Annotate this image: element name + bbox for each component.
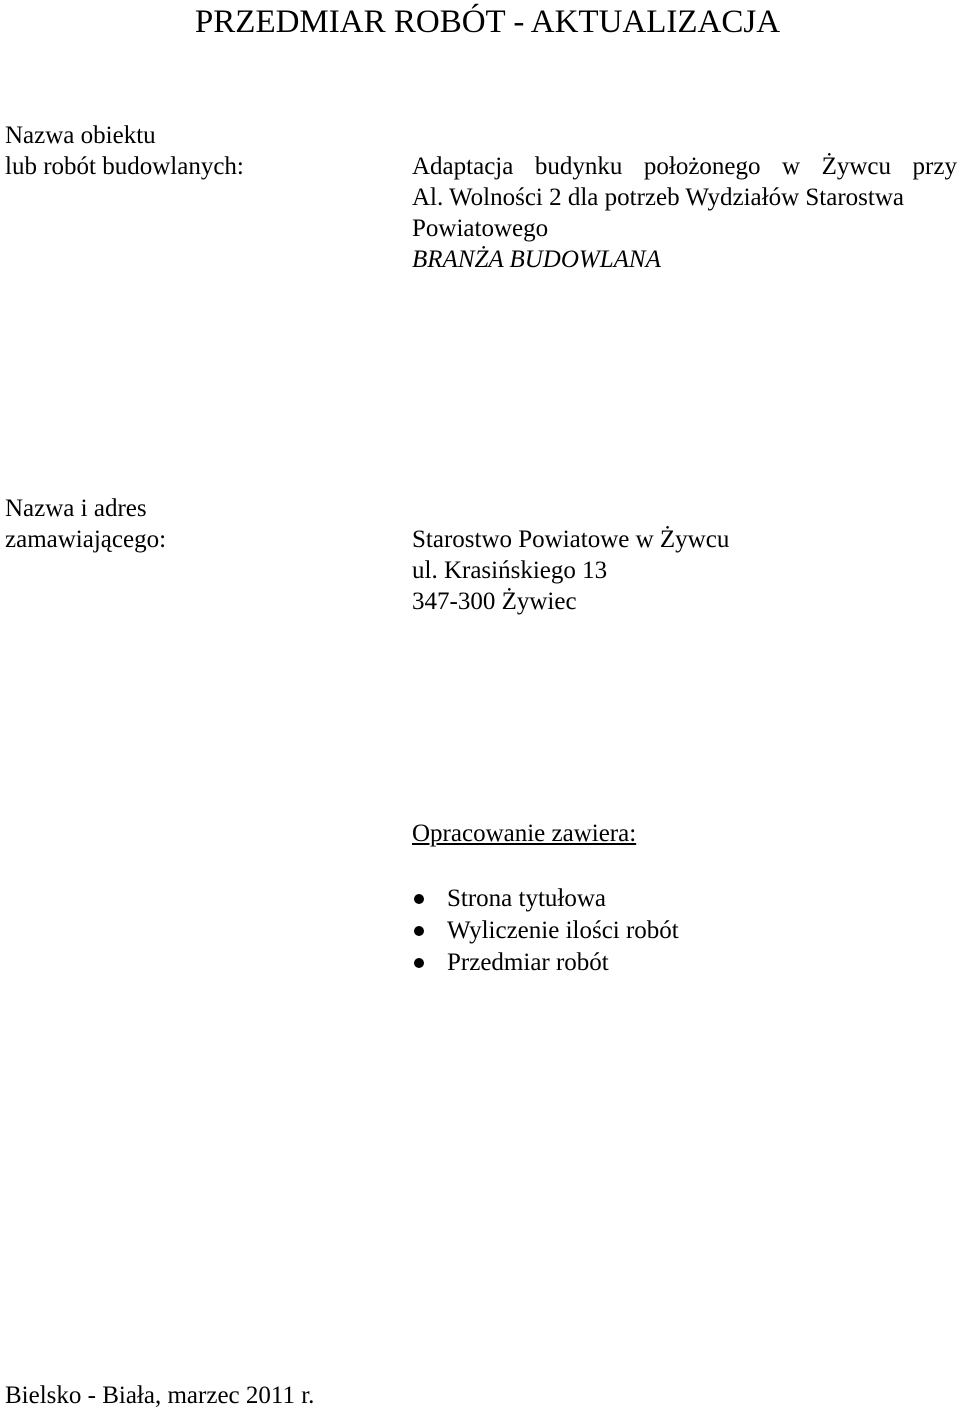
object-value-line-3: Powiatowego [412,215,549,242]
ordering-party-label [5,493,166,555]
contents-heading: Opracowanie zawiera: [412,820,637,847]
list-item-label: Przedmiar robót [447,949,609,976]
object-value-word: Adaptacja [412,153,514,180]
ordering-label-line-1: Nazwa i adres [5,495,147,522]
object-label-line-2: lub robót budowlanych: [5,153,244,180]
object-value-word: budynku [534,153,623,180]
object-label-line-1: Nazwa obiektu [5,122,156,149]
ordering-party-value [412,524,729,617]
object-value-word: położonego [643,153,761,180]
bullet-icon [414,926,424,936]
list-item-label: Strona tytułowa [447,885,607,912]
object-name-value [412,151,957,275]
object-value-word: Żywcu [821,153,892,180]
list-item-label: Wyliczenie ilości robót [447,917,679,944]
object-value-word: w [782,153,801,180]
contents-list [412,883,679,979]
footer-place-date: Bielsko - Biała, marzec 2011 r. [5,1382,315,1409]
list-item [412,883,679,915]
ordering-party-street: ul. Krasińskiego 13 [412,557,608,584]
list-item [412,947,679,979]
document-title: PRZEDMIAR ROBÓT - AKTUALIZACJA [194,4,781,40]
contents-section [412,818,679,979]
object-value-line-1 [412,151,957,182]
object-name-label [5,120,244,182]
object-value-word: przy [912,153,957,180]
list-item [412,915,679,947]
bullet-icon [414,894,424,904]
ordering-party-city: 347-300 Żywiec [412,588,577,615]
ordering-label-line-2: zamawiającego: [5,526,167,553]
bullet-icon [414,958,424,968]
ordering-party-name: Starostwo Powiatowe w Żywcu [412,526,730,553]
object-value-line-2: Al. Wolności 2 dla potrzeb Wydziałów Starostwa [412,184,904,211]
object-branch: BRANŻA BUDOWLANA [412,246,661,273]
